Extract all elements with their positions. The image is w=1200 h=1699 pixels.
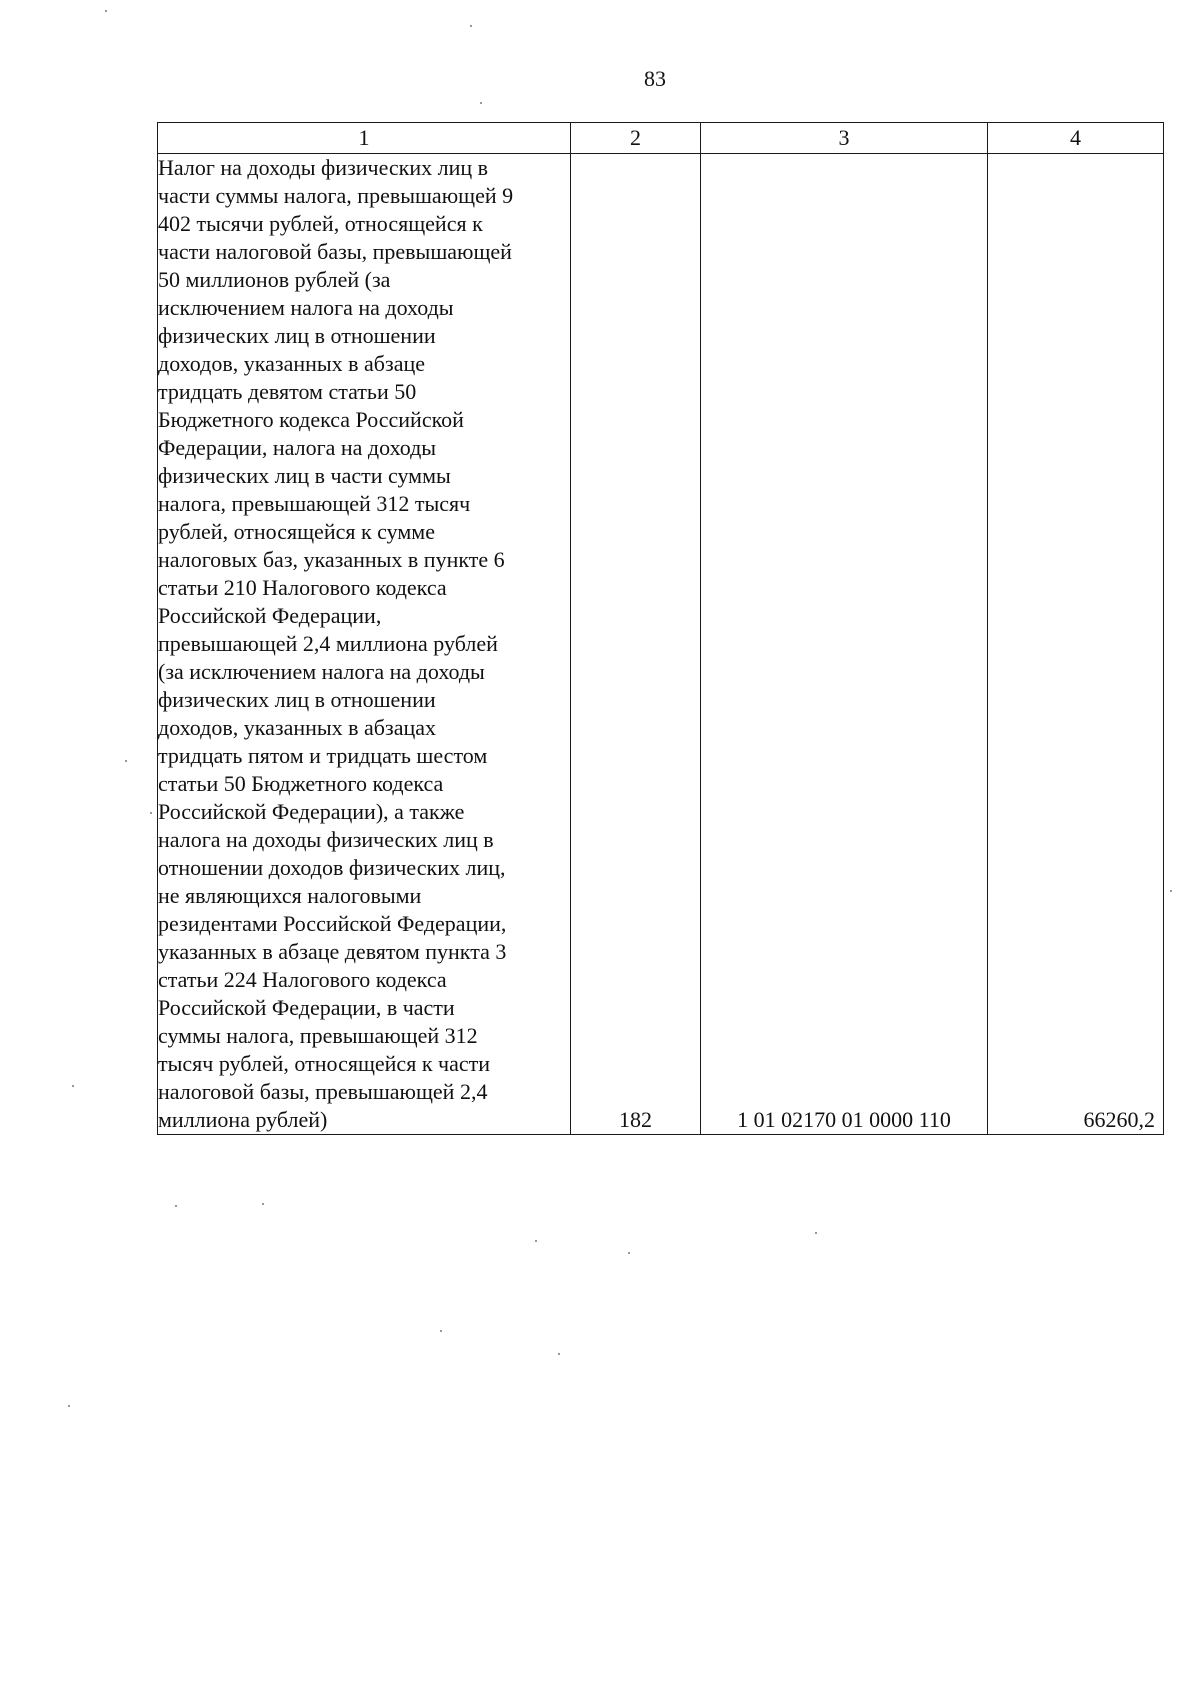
description-line: тридцать пятом и тридцать шестом	[158, 743, 488, 768]
row-budget-classification-code: 1 01 02170 01 0000 110	[701, 154, 988, 1135]
scan-speck	[440, 1330, 442, 1332]
description-line: физических лиц в отношении	[158, 687, 436, 712]
description-line: Налог на доходы физических лиц в	[158, 155, 489, 180]
scan-speck	[262, 1203, 264, 1205]
description-line: физических лиц в отношении	[158, 323, 436, 348]
description-line: рублей, относящейся к сумме	[158, 519, 435, 544]
header-col-3: 3	[701, 123, 988, 154]
scan-speck	[72, 1085, 74, 1087]
table-header-row	[158, 123, 1164, 154]
description-line: 50 миллионов рублей (за	[158, 267, 391, 292]
description-line: суммы налога, превышающей 312	[158, 1023, 478, 1048]
description-line: тысяч рублей, относящейся к части	[158, 1051, 490, 1076]
scan-speck	[558, 1353, 560, 1355]
row-description	[158, 154, 571, 1135]
table-row	[158, 154, 1164, 1135]
description-line: статьи 210 Налогового кодекса	[158, 575, 447, 600]
description-line: Федерации, налога на доходы	[158, 435, 437, 460]
description-line: исключением налога на доходы	[158, 295, 454, 320]
description-line: налоговой базы, превышающей 2,4	[158, 1079, 488, 1104]
description-line: превышающей 2,4 миллиона рублей	[158, 631, 498, 656]
scan-speck	[105, 10, 107, 12]
description-line: Российской Федерации,	[158, 603, 382, 628]
header-col-4: 4	[988, 123, 1164, 154]
description-line: части суммы налога, превышающей 9	[158, 183, 514, 208]
scan-speck	[68, 1405, 70, 1407]
scan-speck	[470, 25, 472, 27]
revenue-table	[157, 122, 1164, 1135]
description-line: отношении доходов физических лиц,	[158, 855, 506, 880]
row-admin-code: 182	[571, 154, 701, 1135]
description-line: доходов, указанных в абзацах	[158, 715, 436, 740]
description-line: Российской Федерации), а также	[158, 799, 465, 824]
description-line: Бюджетного кодекса Российской	[158, 407, 464, 432]
description-line: статьи 224 Налогового кодекса	[158, 967, 447, 992]
description-line: резидентами Российской Федерации,	[158, 911, 507, 936]
scan-speck	[480, 102, 482, 104]
description-line: налога, превышающей 312 тысяч	[158, 491, 471, 516]
description-line: налога на доходы физических лиц в	[158, 827, 494, 852]
description-line: налоговых баз, указанных в пункте 6	[158, 547, 505, 572]
description-line: не являющихся налоговыми	[158, 883, 422, 908]
header-col-2: 2	[571, 123, 701, 154]
scan-speck	[1170, 890, 1172, 892]
description-line: указанных в абзаце девятом пункта 3	[158, 939, 507, 964]
row-amount: 66260,2	[988, 154, 1164, 1135]
description-line: (за исключением налога на доходы	[158, 659, 485, 684]
scan-speck	[535, 1240, 537, 1242]
description-line: части налоговой базы, превышающей	[158, 239, 512, 264]
description-line: доходов, указанных в абзаце	[158, 351, 425, 376]
description-line: Российской Федерации, в части	[158, 995, 455, 1020]
description-line: физических лиц в части суммы	[158, 463, 451, 488]
description-line: миллиона рублей)	[158, 1107, 328, 1132]
description-line: статьи 50 Бюджетного кодекса	[158, 771, 444, 796]
scan-speck	[150, 812, 152, 814]
description-line: 402 тысячи рублей, относящейся к	[158, 211, 483, 236]
page-number: 83	[644, 66, 666, 91]
scan-speck	[175, 1205, 177, 1207]
scan-speck	[125, 760, 127, 762]
scan-speck	[815, 1232, 817, 1234]
scan-speck	[628, 1252, 630, 1254]
header-col-1: 1	[158, 123, 571, 154]
description-line: тридцать девятом статьи 50	[158, 379, 417, 404]
